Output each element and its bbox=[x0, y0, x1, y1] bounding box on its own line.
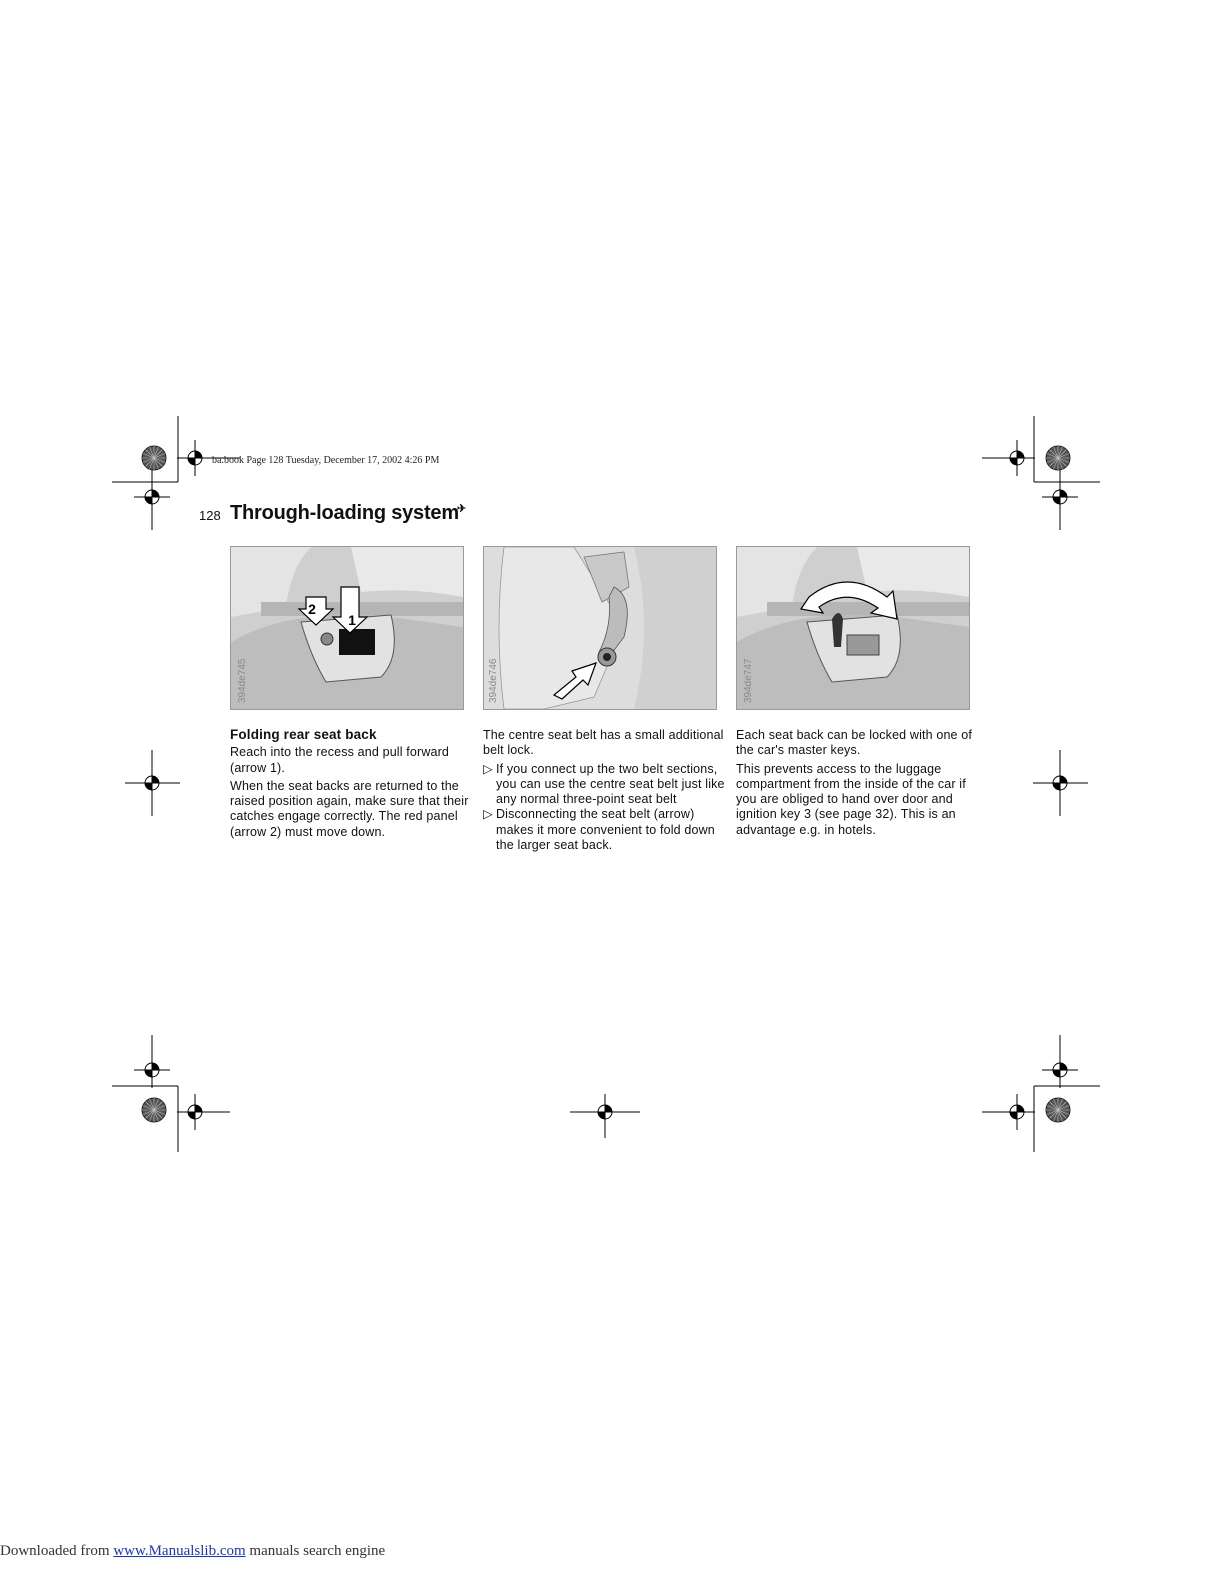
arrow-2-label: 2 bbox=[308, 601, 316, 617]
paragraph: Each seat back can be locked with one of the car's master keys. bbox=[736, 728, 973, 758]
bullet-triangle-icon: ▷ bbox=[483, 807, 493, 822]
footer-prefix: Downloaded from bbox=[0, 1543, 114, 1559]
page-title bbox=[230, 502, 466, 525]
list-item-text: Disconnecting the seat belt (arrow) makes it more convenient to fold down the larger seat back. bbox=[496, 807, 715, 853]
figure-centre-seat-belt bbox=[483, 546, 717, 710]
page-number: 128 bbox=[199, 508, 221, 523]
list-item bbox=[483, 762, 725, 808]
figure-seat-back-release bbox=[230, 546, 464, 710]
paragraph: Reach into the recess and pull forward (arrow 1). bbox=[230, 745, 450, 775]
column-centre-seat-belt bbox=[483, 728, 725, 853]
paragraph: This prevents access to the luggage compartment from the inside of the car if you are obliged to hand over door and ignition key 3 (see page 32). This is an advantage e.g. in hotels. bbox=[736, 761, 966, 837]
cross-reference-arrow-icon: ✈ bbox=[456, 503, 466, 515]
section-heading: Folding rear seat back bbox=[230, 727, 377, 742]
paragraph: When the seat backs are returned to the raised position again, make sure that their catches engage correctly. The red panel (arrow 2) must move down. bbox=[230, 778, 469, 839]
column-folding-rear-seat-back bbox=[230, 727, 472, 843]
page-title-text: Through-loading system bbox=[230, 502, 459, 524]
paragraph: The centre seat belt has a small additional belt lock. bbox=[483, 728, 724, 758]
list-item bbox=[483, 807, 725, 853]
figure-code: 394de747 bbox=[743, 658, 754, 703]
print-info: ba.book Page 128 Tuesday, December 17, 2002 4:26 PM bbox=[212, 455, 440, 466]
bullet-triangle-icon: ▷ bbox=[483, 761, 493, 776]
figure-code: 394de746 bbox=[488, 658, 499, 703]
manualslib-link[interactable]: www.Manualslib.com bbox=[113, 1543, 246, 1559]
list-item-text: If you connect up the two belt sections, you can use the centre seat belt just like any normal three-point seat belt bbox=[496, 761, 725, 807]
figure-code: 394de745 bbox=[237, 658, 248, 703]
footer-suffix: manuals search engine bbox=[245, 1543, 386, 1559]
download-footer bbox=[0, 1543, 385, 1560]
column-seat-back-lock bbox=[736, 728, 978, 841]
arrow-1-label: 1 bbox=[348, 612, 356, 628]
figure-seat-back-lock bbox=[736, 546, 970, 710]
